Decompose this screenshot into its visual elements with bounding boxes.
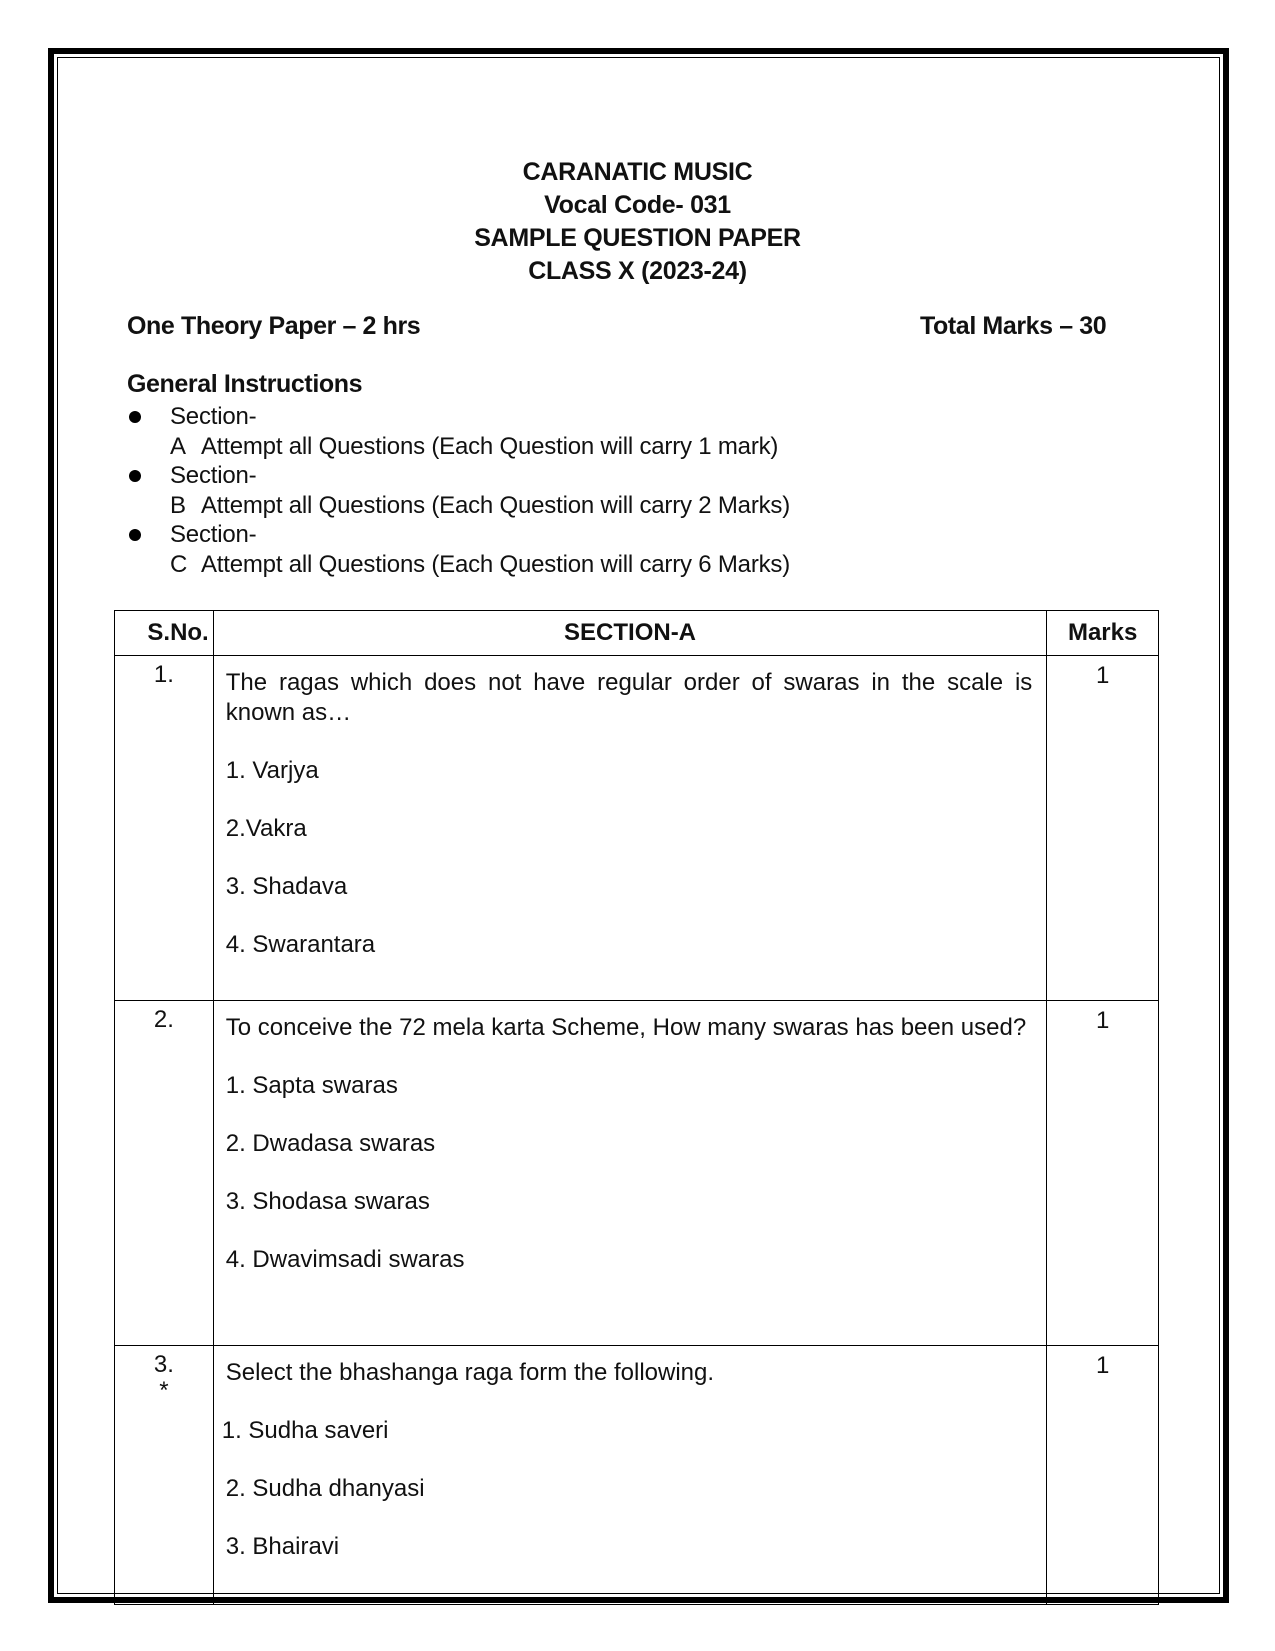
question-text: The ragas which does not have regular order of swaras in the scale is known as… bbox=[225, 669, 1033, 726]
question-table bbox=[114, 610, 1159, 1605]
paper-duration: One Theory Paper – 2 hrs bbox=[127, 312, 421, 340]
option-1: 1. Sudha saveri bbox=[221, 1417, 389, 1444]
subject-code: Vocal Code- 031 bbox=[544, 191, 731, 219]
question-text: Select the bhashanga raga form the following. bbox=[225, 1359, 715, 1386]
option-3: 3. Bhairavi bbox=[225, 1533, 340, 1560]
table-row bbox=[115, 1346, 1159, 1605]
option-4: 4. Swarantara bbox=[225, 931, 376, 958]
question-cell bbox=[213, 656, 1047, 1001]
instruction-section: Section-A bbox=[170, 403, 257, 460]
option-4: 4. Dwavimsadi swaras bbox=[225, 1246, 465, 1273]
option-2: 2. Dwadasa swaras bbox=[225, 1130, 436, 1157]
question-text: To conceive the 72 mela karta Scheme, How many swaras has been used? bbox=[225, 1014, 1027, 1041]
option-3: 3. Shadava bbox=[225, 873, 348, 900]
subject-title: CARANATIC MUSIC bbox=[522, 158, 753, 186]
question-number: 2. bbox=[153, 1006, 174, 1033]
paper-title-block bbox=[0, 156, 1275, 288]
header-marks: Marks bbox=[1047, 611, 1159, 656]
header-section: SECTION-A bbox=[213, 611, 1047, 656]
option-1: 1. Varjya bbox=[225, 757, 319, 784]
bullet-icon bbox=[129, 470, 141, 482]
option-2: 2.Vakra bbox=[225, 815, 307, 842]
instruction-text: Attempt all Questions (Each Question will carry 2 Marks) bbox=[201, 492, 790, 519]
instruction-section: Section-B bbox=[170, 462, 257, 519]
table-row bbox=[115, 656, 1159, 1001]
question-number: 1. bbox=[153, 661, 174, 688]
question-number-cell bbox=[115, 1346, 214, 1605]
question-cell bbox=[213, 1346, 1047, 1605]
marks-cell: 1 bbox=[1047, 1001, 1159, 1346]
option-3: 3. Shodasa swaras bbox=[225, 1188, 430, 1215]
header-sno: S.No. bbox=[115, 611, 214, 656]
question-number: 3. bbox=[153, 1351, 174, 1378]
total-marks: Total Marks – 30 bbox=[920, 312, 1107, 340]
marks-cell: 1 bbox=[1047, 656, 1159, 1001]
question-number-cell bbox=[115, 1001, 214, 1346]
question-star-mark: * bbox=[159, 1377, 169, 1404]
option-2: 2. Sudha dhanyasi bbox=[225, 1475, 425, 1502]
bullet-icon bbox=[129, 529, 141, 541]
marks-cell: 1 bbox=[1047, 1346, 1159, 1605]
option-1: 1. Sapta swaras bbox=[225, 1072, 398, 1099]
paper-type: SAMPLE QUESTION PAPER bbox=[474, 224, 801, 252]
instruction-text: Attempt all Questions (Each Question will carry 6 Marks) bbox=[201, 551, 790, 578]
class-year: CLASS X (2023-24) bbox=[528, 257, 747, 285]
instruction-section: Section-C bbox=[170, 521, 257, 578]
table-row bbox=[115, 1001, 1159, 1346]
bullet-icon bbox=[129, 411, 141, 423]
table-header-row bbox=[115, 611, 1159, 656]
question-cell bbox=[213, 1001, 1047, 1346]
instructions-title: General Instructions bbox=[127, 370, 363, 398]
instruction-text: Attempt all Questions (Each Question will carry 1 mark) bbox=[201, 433, 779, 460]
question-number-cell bbox=[115, 656, 214, 1001]
